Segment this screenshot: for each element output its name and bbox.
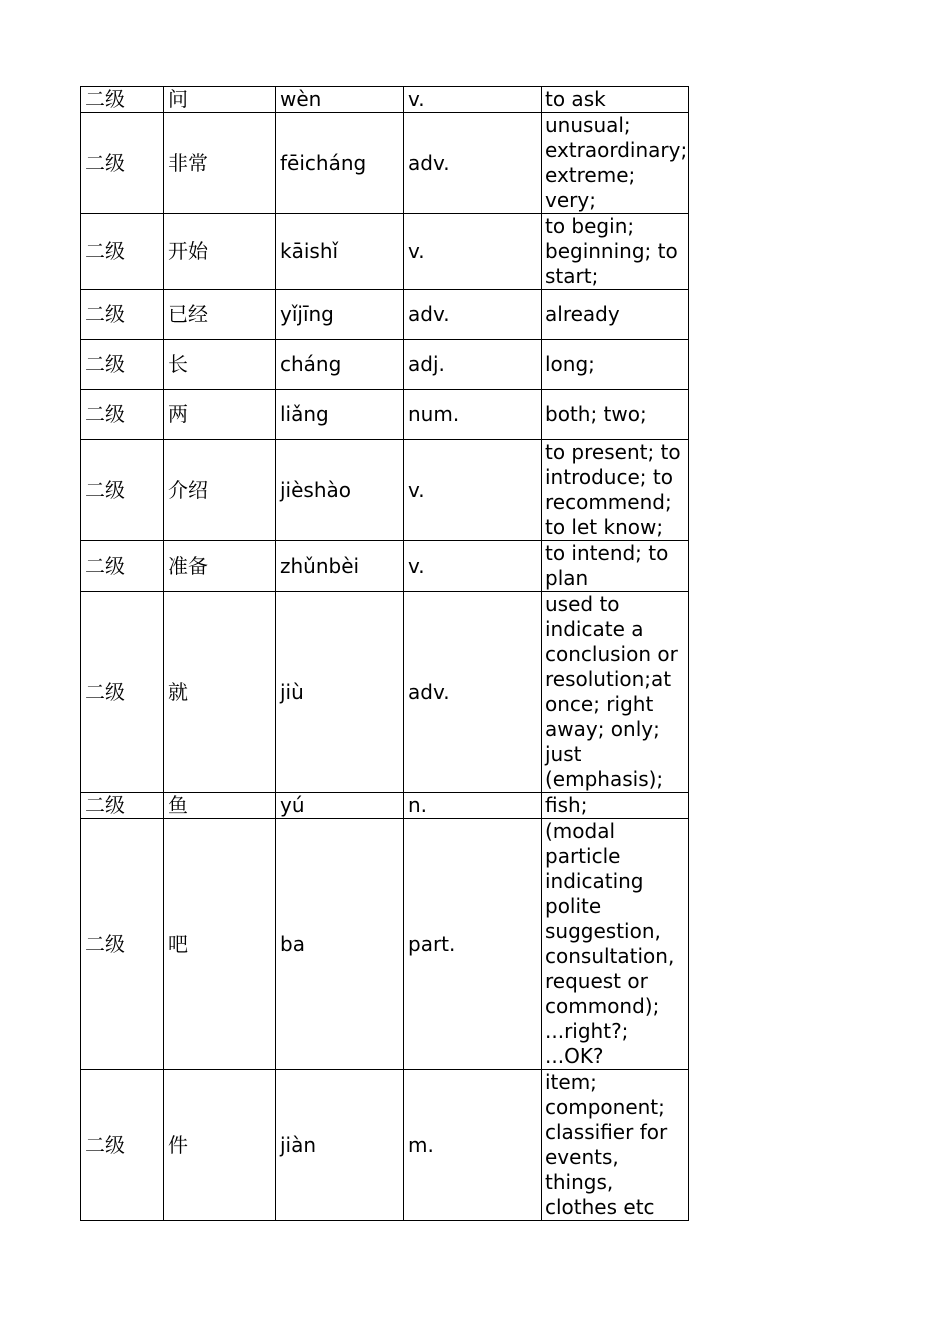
hanzi-cell: 长 (164, 340, 276, 390)
part-of-speech-cell: adv. (404, 290, 542, 340)
level-cell: 二级 (81, 113, 164, 214)
pinyin-cell: yǐjīng (276, 290, 404, 340)
pinyin-cell: jiàn (276, 1070, 404, 1221)
table-row (81, 592, 689, 793)
level-cell: 二级 (81, 592, 164, 793)
part-of-speech-cell: v. (404, 440, 542, 541)
table-row (81, 541, 689, 592)
definition-cell: item; component; classifier for events, things, clothes etc (542, 1070, 689, 1221)
table-row (81, 113, 689, 214)
hanzi-cell: 吧 (164, 819, 276, 1070)
level-cell: 二级 (81, 440, 164, 541)
hanzi-cell: 就 (164, 592, 276, 793)
level-cell: 二级 (81, 214, 164, 290)
hanzi-cell: 两 (164, 390, 276, 440)
definition-cell: long; (542, 340, 689, 390)
level-cell: 二级 (81, 541, 164, 592)
hanzi-cell: 开始 (164, 214, 276, 290)
definition-cell: to present; to introduce; to recommend; to let know; (542, 440, 689, 541)
hanzi-cell: 准备 (164, 541, 276, 592)
level-cell: 二级 (81, 290, 164, 340)
pinyin-cell: wèn (276, 87, 404, 113)
hanzi-cell: 非常 (164, 113, 276, 214)
level-cell: 二级 (81, 390, 164, 440)
pinyin-cell: jièshào (276, 440, 404, 541)
table-row (81, 440, 689, 541)
table-row (81, 390, 689, 440)
definition-cell: unusual; extraordinary; extreme; very; (542, 113, 689, 214)
level-cell: 二级 (81, 793, 164, 819)
part-of-speech-cell: adj. (404, 340, 542, 390)
definition-cell: to ask (542, 87, 689, 113)
hanzi-cell: 已经 (164, 290, 276, 340)
level-cell: 二级 (81, 340, 164, 390)
table-row (81, 819, 689, 1070)
definition-cell: already (542, 290, 689, 340)
pinyin-cell: cháng (276, 340, 404, 390)
pinyin-cell: liǎng (276, 390, 404, 440)
part-of-speech-cell: v. (404, 214, 542, 290)
level-cell: 二级 (81, 1070, 164, 1221)
table-row (81, 793, 689, 819)
vocabulary-table (80, 86, 689, 1221)
hanzi-cell: 问 (164, 87, 276, 113)
table-row (81, 290, 689, 340)
part-of-speech-cell: n. (404, 793, 542, 819)
pinyin-cell: ba (276, 819, 404, 1070)
table-row (81, 340, 689, 390)
table-row (81, 87, 689, 113)
definition-cell: to begin; beginning; to start; (542, 214, 689, 290)
hanzi-cell: 介绍 (164, 440, 276, 541)
definition-cell: both; two; (542, 390, 689, 440)
part-of-speech-cell: num. (404, 390, 542, 440)
hanzi-cell: 鱼 (164, 793, 276, 819)
pinyin-cell: jiù (276, 592, 404, 793)
pinyin-cell: fēicháng (276, 113, 404, 214)
definition-cell: to intend; to plan (542, 541, 689, 592)
pinyin-cell: zhǔnbèi (276, 541, 404, 592)
level-cell: 二级 (81, 87, 164, 113)
level-cell: 二级 (81, 819, 164, 1070)
pinyin-cell: kāishǐ (276, 214, 404, 290)
table-row (81, 214, 689, 290)
part-of-speech-cell: adv. (404, 592, 542, 793)
pinyin-cell: yú (276, 793, 404, 819)
definition-cell: used to indicate a conclusion or resolution;at once; right away; only; just (emphasis); (542, 592, 689, 793)
part-of-speech-cell: m. (404, 1070, 542, 1221)
part-of-speech-cell: part. (404, 819, 542, 1070)
part-of-speech-cell: v. (404, 541, 542, 592)
table-row (81, 1070, 689, 1221)
definition-cell: (modal particle indicating polite suggestion, consultation, request or commond); ...right?; ...OK? (542, 819, 689, 1070)
part-of-speech-cell: v. (404, 87, 542, 113)
part-of-speech-cell: adv. (404, 113, 542, 214)
definition-cell: fish; (542, 793, 689, 819)
hanzi-cell: 件 (164, 1070, 276, 1221)
